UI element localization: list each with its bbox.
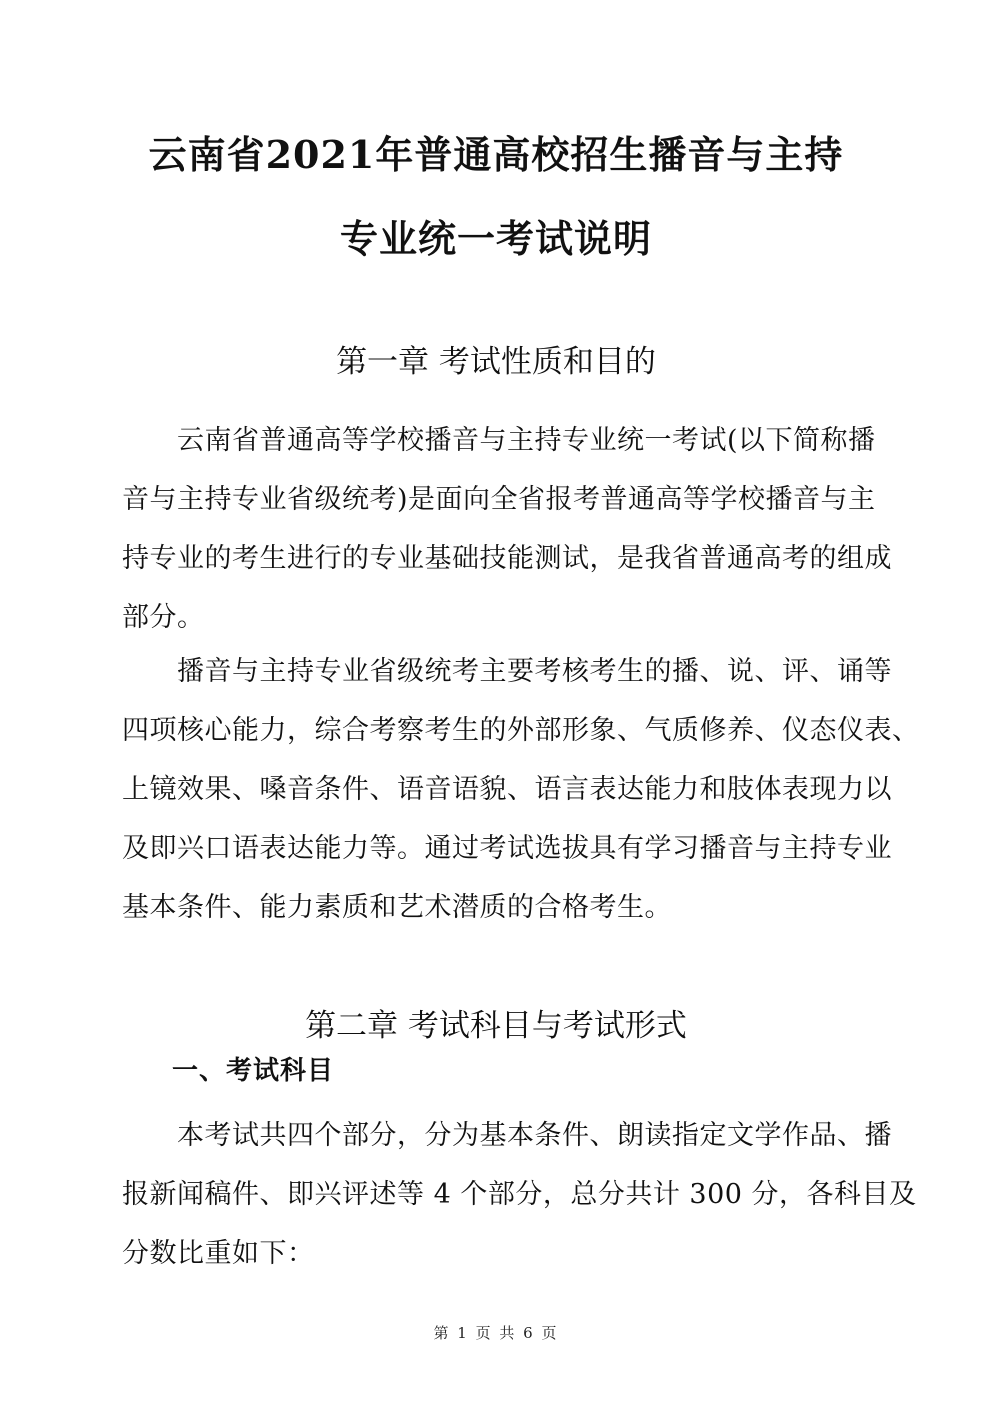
paragraph-line: 音与主持专业省级统考)是面向全省报考普通高等学校播音与主 — [122, 484, 876, 515]
paragraph-line: 上镜效果、嗓音条件、语音语貌、语言表达能力和肢体表现力以 — [122, 774, 892, 805]
paragraph-line: 部分。 — [122, 602, 205, 633]
chapter-2-paragraph-1 — [122, 1106, 917, 1283]
chapter-2-heading: 第二章 考试科目与考试形式 — [305, 1008, 687, 1044]
chapter-1-heading: 第一章 考试性质和目的 — [336, 344, 656, 380]
paragraph-line: 分数比重如下： — [122, 1238, 315, 1269]
chapter-1-paragraph-2 — [122, 642, 920, 937]
paragraph-line: 报新闻稿件、即兴评述等 4 个部分，总分共计 300 分，各科目及 — [122, 1179, 917, 1210]
paragraph-line: 及即兴口语表达能力等。通过考试选拔具有学习播音与主持专业 — [122, 833, 892, 864]
paragraph-line: 本考试共四个部分，分为基本条件、朗读指定文学作品、播 — [122, 1120, 892, 1151]
paragraph-line: 基本条件、能力素质和艺术潜质的合格考生。 — [122, 892, 672, 923]
chapter-1-paragraph-1 — [122, 411, 892, 647]
page-number-footer: 第 1 页 共 6 页 — [433, 1324, 559, 1342]
section-1-heading: 一、考试科目 — [172, 1056, 335, 1086]
document-title-line-1: 云南省2021年普通高校招生播音与主持 — [148, 132, 844, 177]
paragraph-line: 持专业的考生进行的专业基础技能测试，是我省普通高考的组成 — [122, 543, 892, 574]
paragraph-line: 云南省普通高等学校播音与主持专业统一考试(以下简称播 — [122, 425, 876, 456]
paragraph-line: 播音与主持专业省级统考主要考核考生的播、说、评、诵等 — [122, 656, 892, 687]
document-title-line-2: 专业统一考试说明 — [339, 216, 652, 261]
paragraph-line: 四项核心能力，综合考察考生的外部形象、气质修养、仪态仪表、 — [122, 715, 920, 746]
